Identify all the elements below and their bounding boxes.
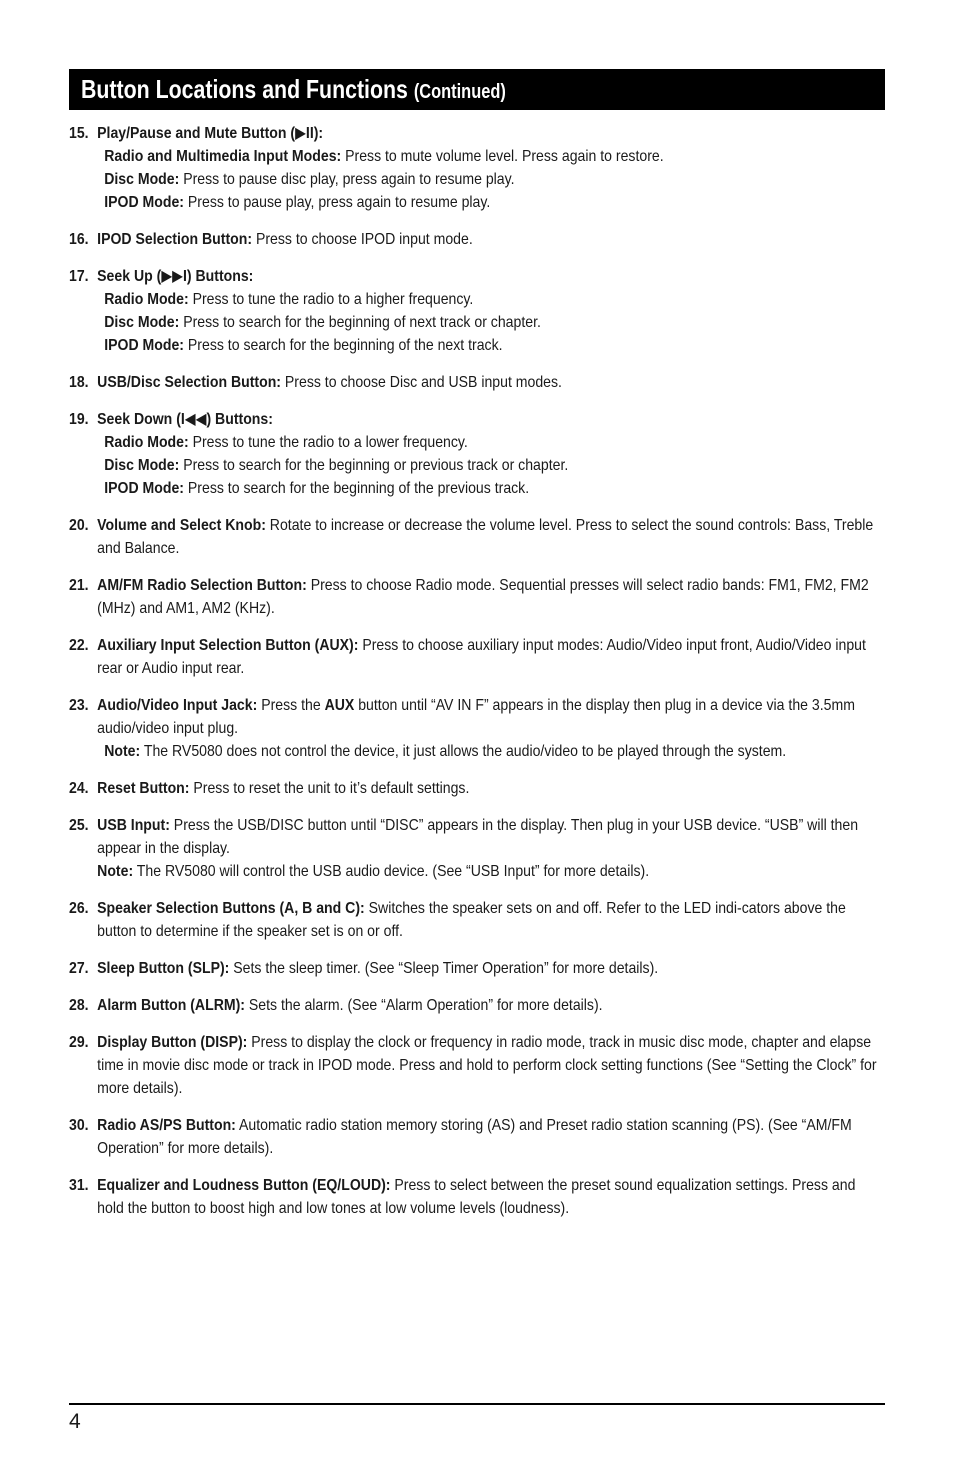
item-desc: Press to choose Radio mode. Sequential presses will select radio bands: FM1, FM2, FM2 (MHz) and AM1, AM2 (KHz). [97,577,869,617]
item-number: 20. [69,517,89,534]
note-text: The RV5080 does not control the device, it just allows the audio/video to be played through the system. [140,743,787,760]
footer-divider [69,1403,885,1405]
sub-text: Press to search for the beginning of the next track. [183,337,503,354]
note-text: The RV5080 will control the USB audio device. (See “USB Input” for more details). [133,863,650,880]
sub-text: Press to pause play, press again to resume play. [183,194,491,211]
item-number: 17. [69,268,89,285]
item-title: Audio/Video Input Jack: [97,697,258,714]
sub-label: Radio and Multimedia Input Modes: [104,148,342,165]
list-item [69,408,885,500]
list-item [69,994,885,1017]
item-desc: Press to display the clock or frequency in radio mode, track in music disc mode, chapter and elapse time in movie disc mode or track in IPOD mode. Press and hold to perform clock setting functions (See “Setting the Clock” for more details). [97,1034,877,1097]
item-desc: Press to choose Disc and USB input modes. [280,374,562,391]
sub-label: Disc Mode: [104,457,180,474]
list-item [69,228,885,251]
item-number: 24. [69,780,89,797]
note-label: Note: [97,863,134,880]
sub-text: Press to search for the beginning or previous track or chapter. [179,457,569,474]
sub-text: Press to search for the beginning of next track or chapter. [179,314,541,331]
item-desc: Rotate to increase or decrease the volume level. Press to select the sound controls: Bass, Treble and Balance. [97,517,874,557]
item-title: Radio AS/PS Button: [97,1117,236,1134]
item-number: 31. [69,1177,89,1194]
item-number: 19. [69,411,89,428]
section-title-bar [69,69,885,110]
item-number: 25. [69,817,89,834]
item-title: Display Button (DISP): [97,1034,248,1051]
item-number: 27. [69,960,89,977]
list-item [69,574,885,620]
sub-text: Press to pause disc play, press again to resume play. [179,171,515,188]
sub-label: IPOD Mode: [104,480,184,497]
item-desc: Press to select between the preset sound equalization settings. Press and hold the button to boost high and low tones at low volume levels (loudness). [97,1177,856,1217]
item-title: Auxiliary Input Selection Button (AUX): [97,637,359,654]
list-item [69,957,885,980]
item-number: 26. [69,900,89,917]
list-item [69,1114,885,1160]
item-title: Sleep Button (SLP): [97,960,230,977]
item-desc: Sets the alarm. (See “Alarm Operation” for more details). [244,997,603,1014]
item-title: Seek Down (I◀◀) Buttons: [97,411,273,428]
item-desc: Switches the speaker sets on and off. Refer to the LED indi-cators above the button to determine if the speaker set is on or off. [97,900,846,940]
sub-text: Press to search for the beginning of the previous track. [183,480,530,497]
sub-label: Disc Mode: [104,314,180,331]
item-number: 23. [69,697,89,714]
list-item [69,122,885,214]
item-desc: Press to choose IPOD input mode. [252,231,473,248]
item-title: Play/Pause and Mute Button (▶II): [97,125,324,142]
sub-label: IPOD Mode: [104,337,184,354]
aux-label: AUX [324,697,355,714]
item-title: Volume and Select Knob: [97,517,266,534]
list-item [69,777,885,800]
item-desc: Press to reset the unit to it’s default settings. [189,780,470,797]
item-desc: Sets the sleep timer. (See “Sleep Timer Operation” for more details). [229,960,659,977]
sub-label: Disc Mode: [104,171,180,188]
item-title: Alarm Button (ALRM): [97,997,245,1014]
section-title-text: Button Locations and Functions [81,74,408,104]
item-desc: button until “AV IN F” appears in the display then plug in a device via the 3.5mm audio/video input plug. [97,697,855,737]
page-number: 4 [69,1410,81,1433]
item-list [69,122,885,1234]
item-desc: Press the USB/DISC button until “DISC” appears in the display. Then plug in your USB device. “USB” will then appear in the display. [97,817,859,857]
list-item [69,514,885,560]
item-desc: Automatic radio station memory storing (AS) and Preset radio station scanning (PS). (See “AM/FM Operation” for more details). [97,1117,852,1157]
item-title: IPOD Selection Button: [97,231,253,248]
sub-text: Press to mute volume level. Press again to restore. [341,148,664,165]
section-subtitle: (Continued) [413,81,506,103]
sub-text: Press to tune the radio to a higher frequency. [188,291,474,308]
sub-label: IPOD Mode: [104,194,184,211]
item-number: 22. [69,637,89,654]
list-item [69,694,885,763]
item-title: USB/Disc Selection Button: [97,374,281,391]
list-item [69,1174,885,1220]
list-item [69,371,885,394]
item-desc: Press to choose auxiliary input modes: Audio/Video input front, Audio/Video input rear or Audio input rear. [97,637,866,677]
list-item [69,634,885,680]
item-number: 16. [69,231,89,248]
item-number: 18. [69,374,89,391]
list-item [69,265,885,357]
sub-label: Radio Mode: [104,434,189,451]
item-title: Equalizer and Loudness Button (EQ/LOUD): [97,1177,391,1194]
item-title: Reset Button: [97,780,190,797]
sub-label: Radio Mode: [104,291,189,308]
item-desc: Press the [257,697,325,714]
section-title [81,74,506,105]
list-item [69,897,885,943]
item-title: USB Input: [97,817,170,834]
item-number: 29. [69,1034,89,1051]
item-title: Speaker Selection Buttons (A, B and C): [97,900,365,917]
item-number: 30. [69,1117,89,1134]
list-item [69,814,885,883]
item-title: Seek Up (▶▶I) Buttons: [97,268,254,285]
item-number: 28. [69,997,89,1014]
list-item [69,1031,885,1100]
item-number: 15. [69,125,89,142]
note-label: Note: [104,743,141,760]
item-title: AM/FM Radio Selection Button: [97,577,307,594]
sub-text: Press to tune the radio to a lower frequency. [188,434,468,451]
item-number: 21. [69,577,89,594]
page [69,69,885,1217]
